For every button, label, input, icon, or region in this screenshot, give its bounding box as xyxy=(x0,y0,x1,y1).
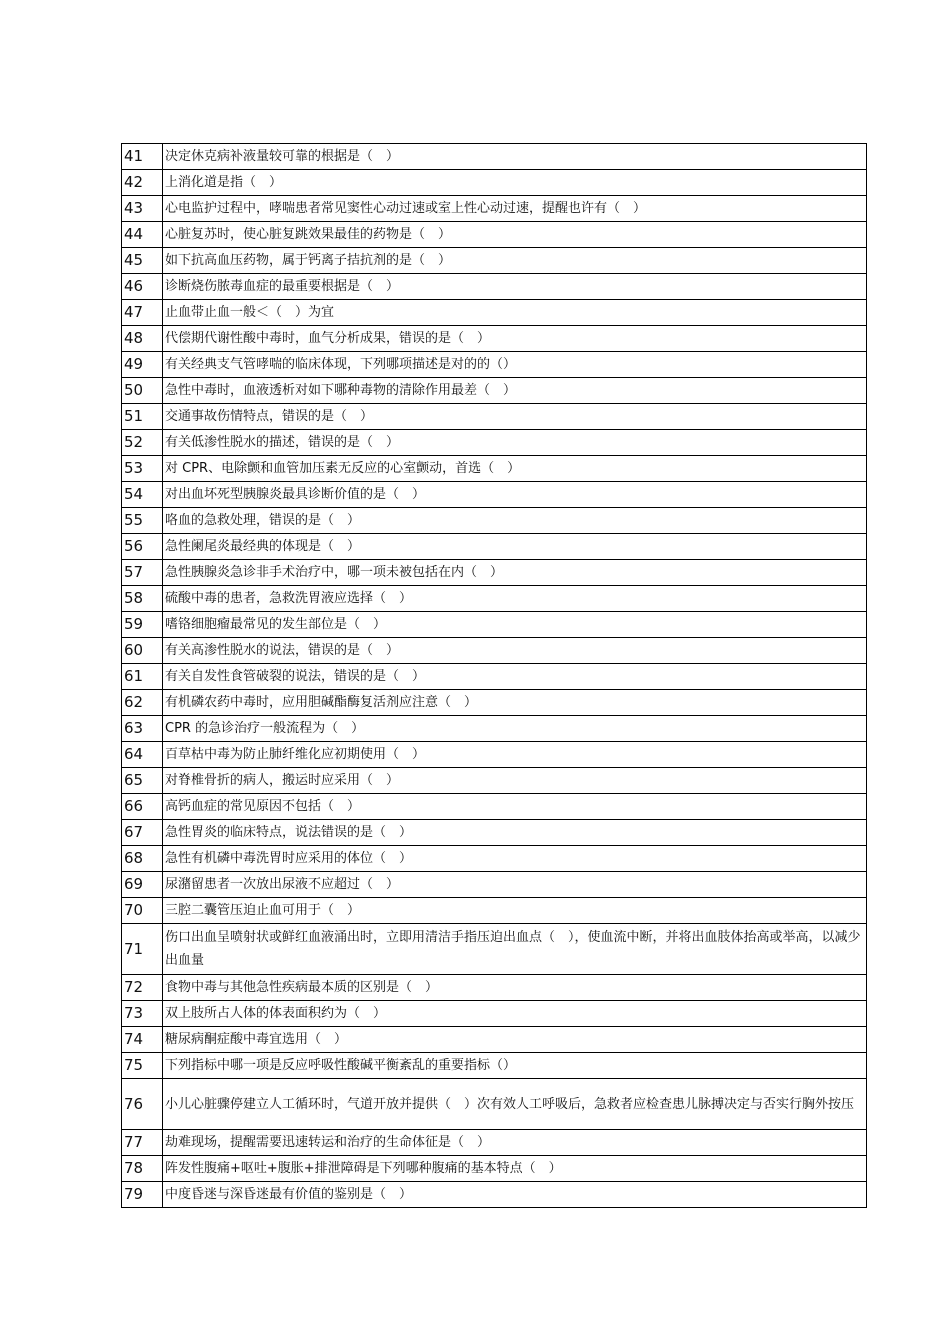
question-number: 47 xyxy=(122,300,163,326)
question-number: 65 xyxy=(122,768,163,794)
question-text: 心脏复苏时，使心脏复跳效果最佳的药物是（ ） xyxy=(163,222,867,248)
question-number: 48 xyxy=(122,326,163,352)
table-row xyxy=(122,638,867,664)
table-row xyxy=(122,222,867,248)
question-text: CPR 的急诊治疗一般流程为（ ） xyxy=(163,716,867,742)
question-number: 58 xyxy=(122,586,163,612)
table-row xyxy=(122,612,867,638)
table-row xyxy=(122,534,867,560)
table-row xyxy=(122,508,867,534)
question-number: 45 xyxy=(122,248,163,274)
question-text: 上消化道是指（ ） xyxy=(163,170,867,196)
question-text: 交通事故伤情特点，错误的是（ ） xyxy=(163,404,867,430)
question-text: 伤口出血呈喷射状或鲜红血液涌出时，立即用清洁手指压迫出血点（ ），使血流中断，并将出血肢体抬高或举高，以减少出血量 xyxy=(163,924,867,975)
question-number: 57 xyxy=(122,560,163,586)
table-row xyxy=(122,742,867,768)
question-text: 急性有机磷中毒洗胃时应采用的体位（ ） xyxy=(163,846,867,872)
question-number: 44 xyxy=(122,222,163,248)
question-text: 阵发性腹痛+呕吐+腹胀+排泄障碍是下列哪种腹痛的基本特点（ ） xyxy=(163,1156,867,1182)
question-number: 70 xyxy=(122,898,163,924)
table-row xyxy=(122,248,867,274)
question-text: 急性胃炎的临床特点，说法错误的是（ ） xyxy=(163,820,867,846)
table-row xyxy=(122,586,867,612)
question-number: 67 xyxy=(122,820,163,846)
question-text: 有关低渗性脱水的描述，错误的是（ ） xyxy=(163,430,867,456)
question-number: 46 xyxy=(122,274,163,300)
question-text: 急性中毒时，血液透析对如下哪种毒物的清除作用最差（ ） xyxy=(163,378,867,404)
question-number: 59 xyxy=(122,612,163,638)
table-row xyxy=(122,924,867,975)
question-text: 止血带止血一般＜（ ）为宜 xyxy=(163,300,867,326)
question-text: 急性阑尾炎最经典的体现是（ ） xyxy=(163,534,867,560)
question-text: 急性胰腺炎急诊非手术治疗中，哪一项未被包括在内（ ） xyxy=(163,560,867,586)
question-text: 心电监护过程中，哮喘患者常见窦性心动过速或室上性心动过速，提醒也许有（ ） xyxy=(163,196,867,222)
question-text: 如下抗高血压药物，属于钙离子拮抗剂的是（ ） xyxy=(163,248,867,274)
question-number: 41 xyxy=(122,144,163,170)
table-row xyxy=(122,1001,867,1027)
question-number: 76 xyxy=(122,1079,163,1130)
table-row xyxy=(122,872,867,898)
table-row xyxy=(122,975,867,1001)
table-row xyxy=(122,144,867,170)
table-row xyxy=(122,1079,867,1130)
question-table-body xyxy=(122,144,867,1208)
question-number: 56 xyxy=(122,534,163,560)
question-text: 有关自发性食管破裂的说法，错误的是（ ） xyxy=(163,664,867,690)
table-row xyxy=(122,820,867,846)
question-number: 72 xyxy=(122,975,163,1001)
question-number: 68 xyxy=(122,846,163,872)
table-row xyxy=(122,274,867,300)
table-row xyxy=(122,378,867,404)
table-row xyxy=(122,794,867,820)
table-row xyxy=(122,1027,867,1053)
question-number: 62 xyxy=(122,690,163,716)
question-number: 51 xyxy=(122,404,163,430)
question-text: 尿潴留患者一次放出尿液不应超过（ ） xyxy=(163,872,867,898)
table-row xyxy=(122,456,867,482)
question-text: 小儿心脏骤停建立人工循环时，气道开放并提供（ ）次有效人工呼吸后，急救者应检查患儿脉搏决定与否实行胸外按压 xyxy=(163,1079,867,1130)
question-number: 78 xyxy=(122,1156,163,1182)
table-row xyxy=(122,404,867,430)
question-text: 硫酸中毒的患者，急救洗胃液应选择（ ） xyxy=(163,586,867,612)
table-row xyxy=(122,170,867,196)
question-text: 百草枯中毒为防止肺纤维化应初期使用（ ） xyxy=(163,742,867,768)
question-text: 高钙血症的常见原因不包括（ ） xyxy=(163,794,867,820)
table-row xyxy=(122,716,867,742)
question-number: 50 xyxy=(122,378,163,404)
question-number: 54 xyxy=(122,482,163,508)
question-number: 55 xyxy=(122,508,163,534)
table-row xyxy=(122,846,867,872)
question-number: 60 xyxy=(122,638,163,664)
question-number: 71 xyxy=(122,924,163,975)
table-row xyxy=(122,352,867,378)
question-text: 食物中毒与其他急性疾病最本质的区别是（ ） xyxy=(163,975,867,1001)
question-number: 73 xyxy=(122,1001,163,1027)
table-row xyxy=(122,482,867,508)
question-text: 决定休克病补液量较可靠的根据是（ ） xyxy=(163,144,867,170)
question-text: 对脊椎骨折的病人，搬运时应采用（ ） xyxy=(163,768,867,794)
question-text: 对 CPR、电除颤和血管加压素无反应的心室颤动，首选（ ） xyxy=(163,456,867,482)
table-row xyxy=(122,690,867,716)
question-number: 66 xyxy=(122,794,163,820)
question-text: 对出血坏死型胰腺炎最具诊断价值的是（ ） xyxy=(163,482,867,508)
question-text: 中度昏迷与深昏迷最有价值的鉴别是（ ） xyxy=(163,1182,867,1208)
question-text: 有关经典支气管哮喘的临床体现，下列哪项描述是对的的（） xyxy=(163,352,867,378)
question-number: 63 xyxy=(122,716,163,742)
question-number: 52 xyxy=(122,430,163,456)
table-row xyxy=(122,898,867,924)
table-row xyxy=(122,1053,867,1079)
question-text: 诊断烧伤脓毒血症的最重要根据是（ ） xyxy=(163,274,867,300)
table-row xyxy=(122,1182,867,1208)
question-text: 劫难现场，提醒需要迅速转运和治疗的生命体征是（ ） xyxy=(163,1130,867,1156)
question-number: 61 xyxy=(122,664,163,690)
question-number: 42 xyxy=(122,170,163,196)
question-number: 77 xyxy=(122,1130,163,1156)
question-text: 有关高渗性脱水的说法，错误的是（ ） xyxy=(163,638,867,664)
question-text: 有机磷农药中毒时，应用胆碱酯酶复活剂应注意（ ） xyxy=(163,690,867,716)
question-number: 69 xyxy=(122,872,163,898)
table-row xyxy=(122,768,867,794)
question-text: 咯血的急救处理，错误的是（ ） xyxy=(163,508,867,534)
table-row xyxy=(122,430,867,456)
question-number: 53 xyxy=(122,456,163,482)
question-text: 下列指标中哪一项是反应呼吸性酸碱平衡紊乱的重要指标（） xyxy=(163,1053,867,1079)
table-row xyxy=(122,1156,867,1182)
table-row xyxy=(122,300,867,326)
question-text: 代偿期代谢性酸中毒时，血气分析成果，错误的是（ ） xyxy=(163,326,867,352)
question-number: 75 xyxy=(122,1053,163,1079)
question-text: 双上肢所占人体的体表面积约为（ ） xyxy=(163,1001,867,1027)
question-number: 64 xyxy=(122,742,163,768)
table-row xyxy=(122,1130,867,1156)
question-number: 74 xyxy=(122,1027,163,1053)
table-row xyxy=(122,664,867,690)
table-row xyxy=(122,326,867,352)
question-table xyxy=(121,143,867,1208)
question-text: 嗜铬细胞瘤最常见的发生部位是（ ） xyxy=(163,612,867,638)
table-row xyxy=(122,560,867,586)
question-text: 三腔二囊管压迫止血可用于（ ） xyxy=(163,898,867,924)
table-row xyxy=(122,196,867,222)
question-number: 49 xyxy=(122,352,163,378)
question-text: 糖尿病酮症酸中毒宜选用（ ） xyxy=(163,1027,867,1053)
question-number: 43 xyxy=(122,196,163,222)
question-number: 79 xyxy=(122,1182,163,1208)
